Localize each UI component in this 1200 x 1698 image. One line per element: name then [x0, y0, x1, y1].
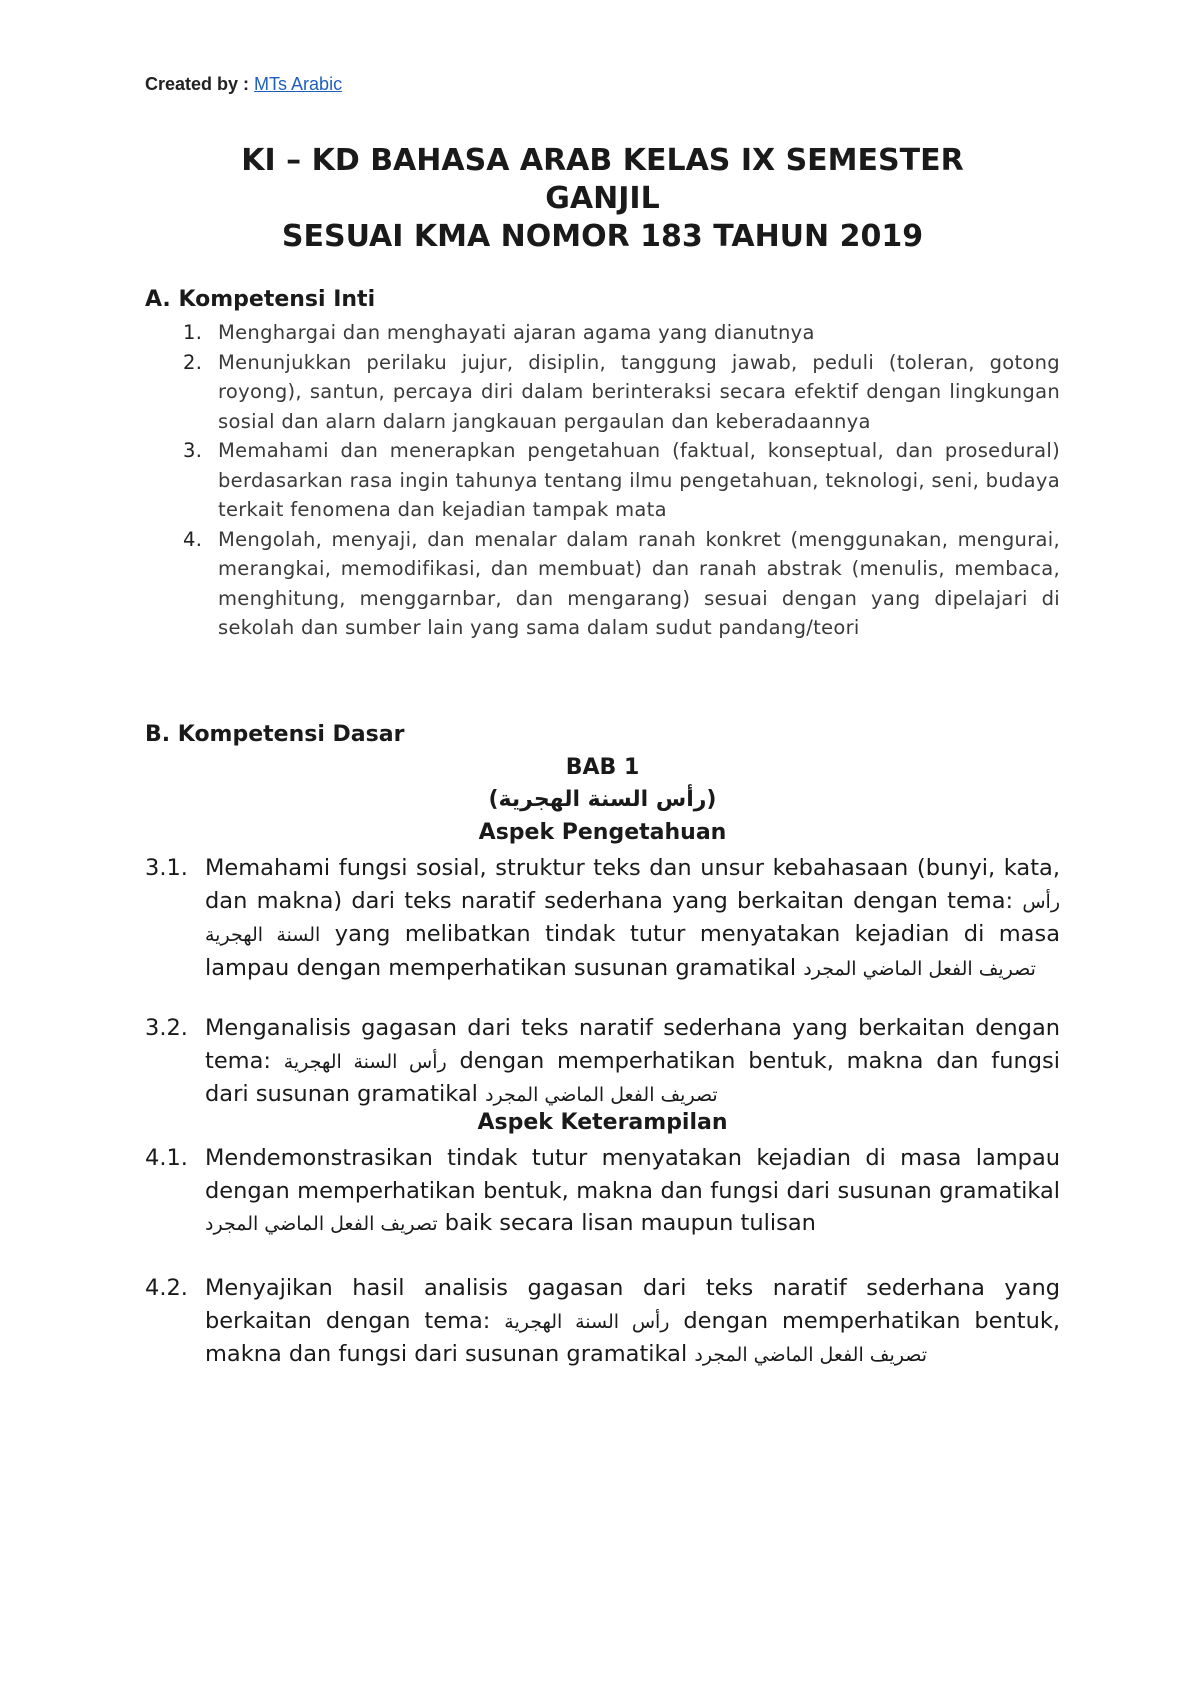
arabic-theme: رأس السنة الهجرية — [205, 890, 1061, 946]
arabic-grammar: تصريف الفعل الماضي المجرد — [485, 1084, 718, 1106]
kompetensi-inti-list — [145, 318, 1060, 643]
list-item: 4. Mengolah, menyaji, dan menalar dalam ranah konkret (menggunakan, mengurai, merangkai, memodifikasi, dan membuat) dan ranah abstrak (menulis, membaca, menghitung, menggarnbar, dan mengarang) sesuai dengan yang dipelajari di sekolah dan sumber lain yang sama dalam sudut pandang/teori — [183, 527, 1060, 639]
kd-item-4-2: 4.2. Menyajikan hasil analisis gagasan dari teks naratif sederhana yang berkaitan dengan tema: رأس السنة الهجرية dengan memperhatikan bentuk, makna dan fungsi dari susunan gramatikal تصريف الفعل الماضي المجرد — [145, 1272, 1060, 1372]
arabic-theme: رأس السنة الهجرية — [504, 1310, 670, 1333]
arabic-grammar: تصريف الفعل الماضي المجرد — [205, 1213, 438, 1235]
kd-number: 3.2. — [145, 1015, 188, 1041]
list-item: 2. Menunjukkan perilaku jujur, disiplin, tanggung jawab, peduli (toleran, gotong royong), santun, percaya diri dalam berinteraksi secara efektif dengan lingkungan sosial dan alarn dalarn jangkauan pergaulan dan keberadaannya — [183, 350, 1060, 433]
section-a-heading: A. Kompetensi Inti — [145, 287, 376, 312]
arabic-grammar: تصريف الفعل الماضي المجرد — [803, 957, 1036, 980]
created-by-label: Created by : — [145, 74, 250, 94]
arabic-grammar: تصريف الفعل الماضي المجرد — [694, 1344, 927, 1366]
kd-number: 4.2. — [145, 1275, 188, 1301]
bab-arabic-title: (رأس السنة الهجرية) — [488, 787, 717, 812]
title-line-3: SESUAI KMA NOMOR 183 TAHUN 2019 — [281, 219, 924, 254]
title-line-2: GANJIL — [545, 181, 660, 216]
kd-item-3-2: 3.2. Menganalisis gagasan dari teks naratif sederhana yang berkaitan dengan tema: رأس السنة الهجرية dengan memperhatikan bentuk, makna dan fungsi dari susunan gramatikal تصريف الفعل الماضي المجرد — [145, 1012, 1060, 1112]
kd-number: 4.1. — [145, 1145, 188, 1171]
kd-number: 3.1. — [145, 855, 188, 881]
aspek-keterampilan-heading: Aspek Keterampilan — [477, 1110, 728, 1135]
document-title — [145, 142, 1060, 256]
created-by-line — [145, 74, 342, 95]
bab-heading: BAB 1 — [565, 755, 640, 780]
section-b-heading: B. Kompetensi Dasar — [145, 722, 405, 747]
arabic-theme: رأس السنة الهجرية — [283, 1050, 447, 1073]
list-item: 1. Menghargai dan menghayati ajaran agama yang dianutnya — [183, 321, 815, 344]
aspek-pengetahuan-heading: Aspek Pengetahuan — [478, 820, 727, 845]
title-line-1: KI – KD BAHASA ARAB KELAS IX SEMESTER — [241, 143, 964, 178]
kd-item-4-1: 4.1. Mendemonstrasikan tindak tutur menyatakan kejadian di masa lampau dengan memperhatikan bentuk, makna dan fungsi dari susunan gramatikal تصريف الفعل الماضي المجرد baik secara lisan maupun tulisan — [145, 1142, 1060, 1241]
list-item: 3. Memahami dan menerapkan pengetahuan (faktual, konseptual, dan prosedural) berdasarkan rasa ingin tahunya tentang ilmu pengetahuan, teknologi, seni, budaya terkait fenomena dan kejadian tampak mata — [183, 439, 1060, 521]
kd-item-3-1: 3.1. Memahami fungsi sosial, struktur teks dan unsur kebahasaan (bunyi, kata, dan makna) dari teks naratif sederhana yang berkaitan dengan tema: رأس السنة الهجرية yang melibatkan tindak tutur menyatakan kejadian di masa lampau dengan memperhatikan susunan gramatikal تصريف الفعل الماضي المجرد — [145, 852, 1060, 985]
created-by-link[interactable]: MTs Arabic — [254, 74, 343, 94]
